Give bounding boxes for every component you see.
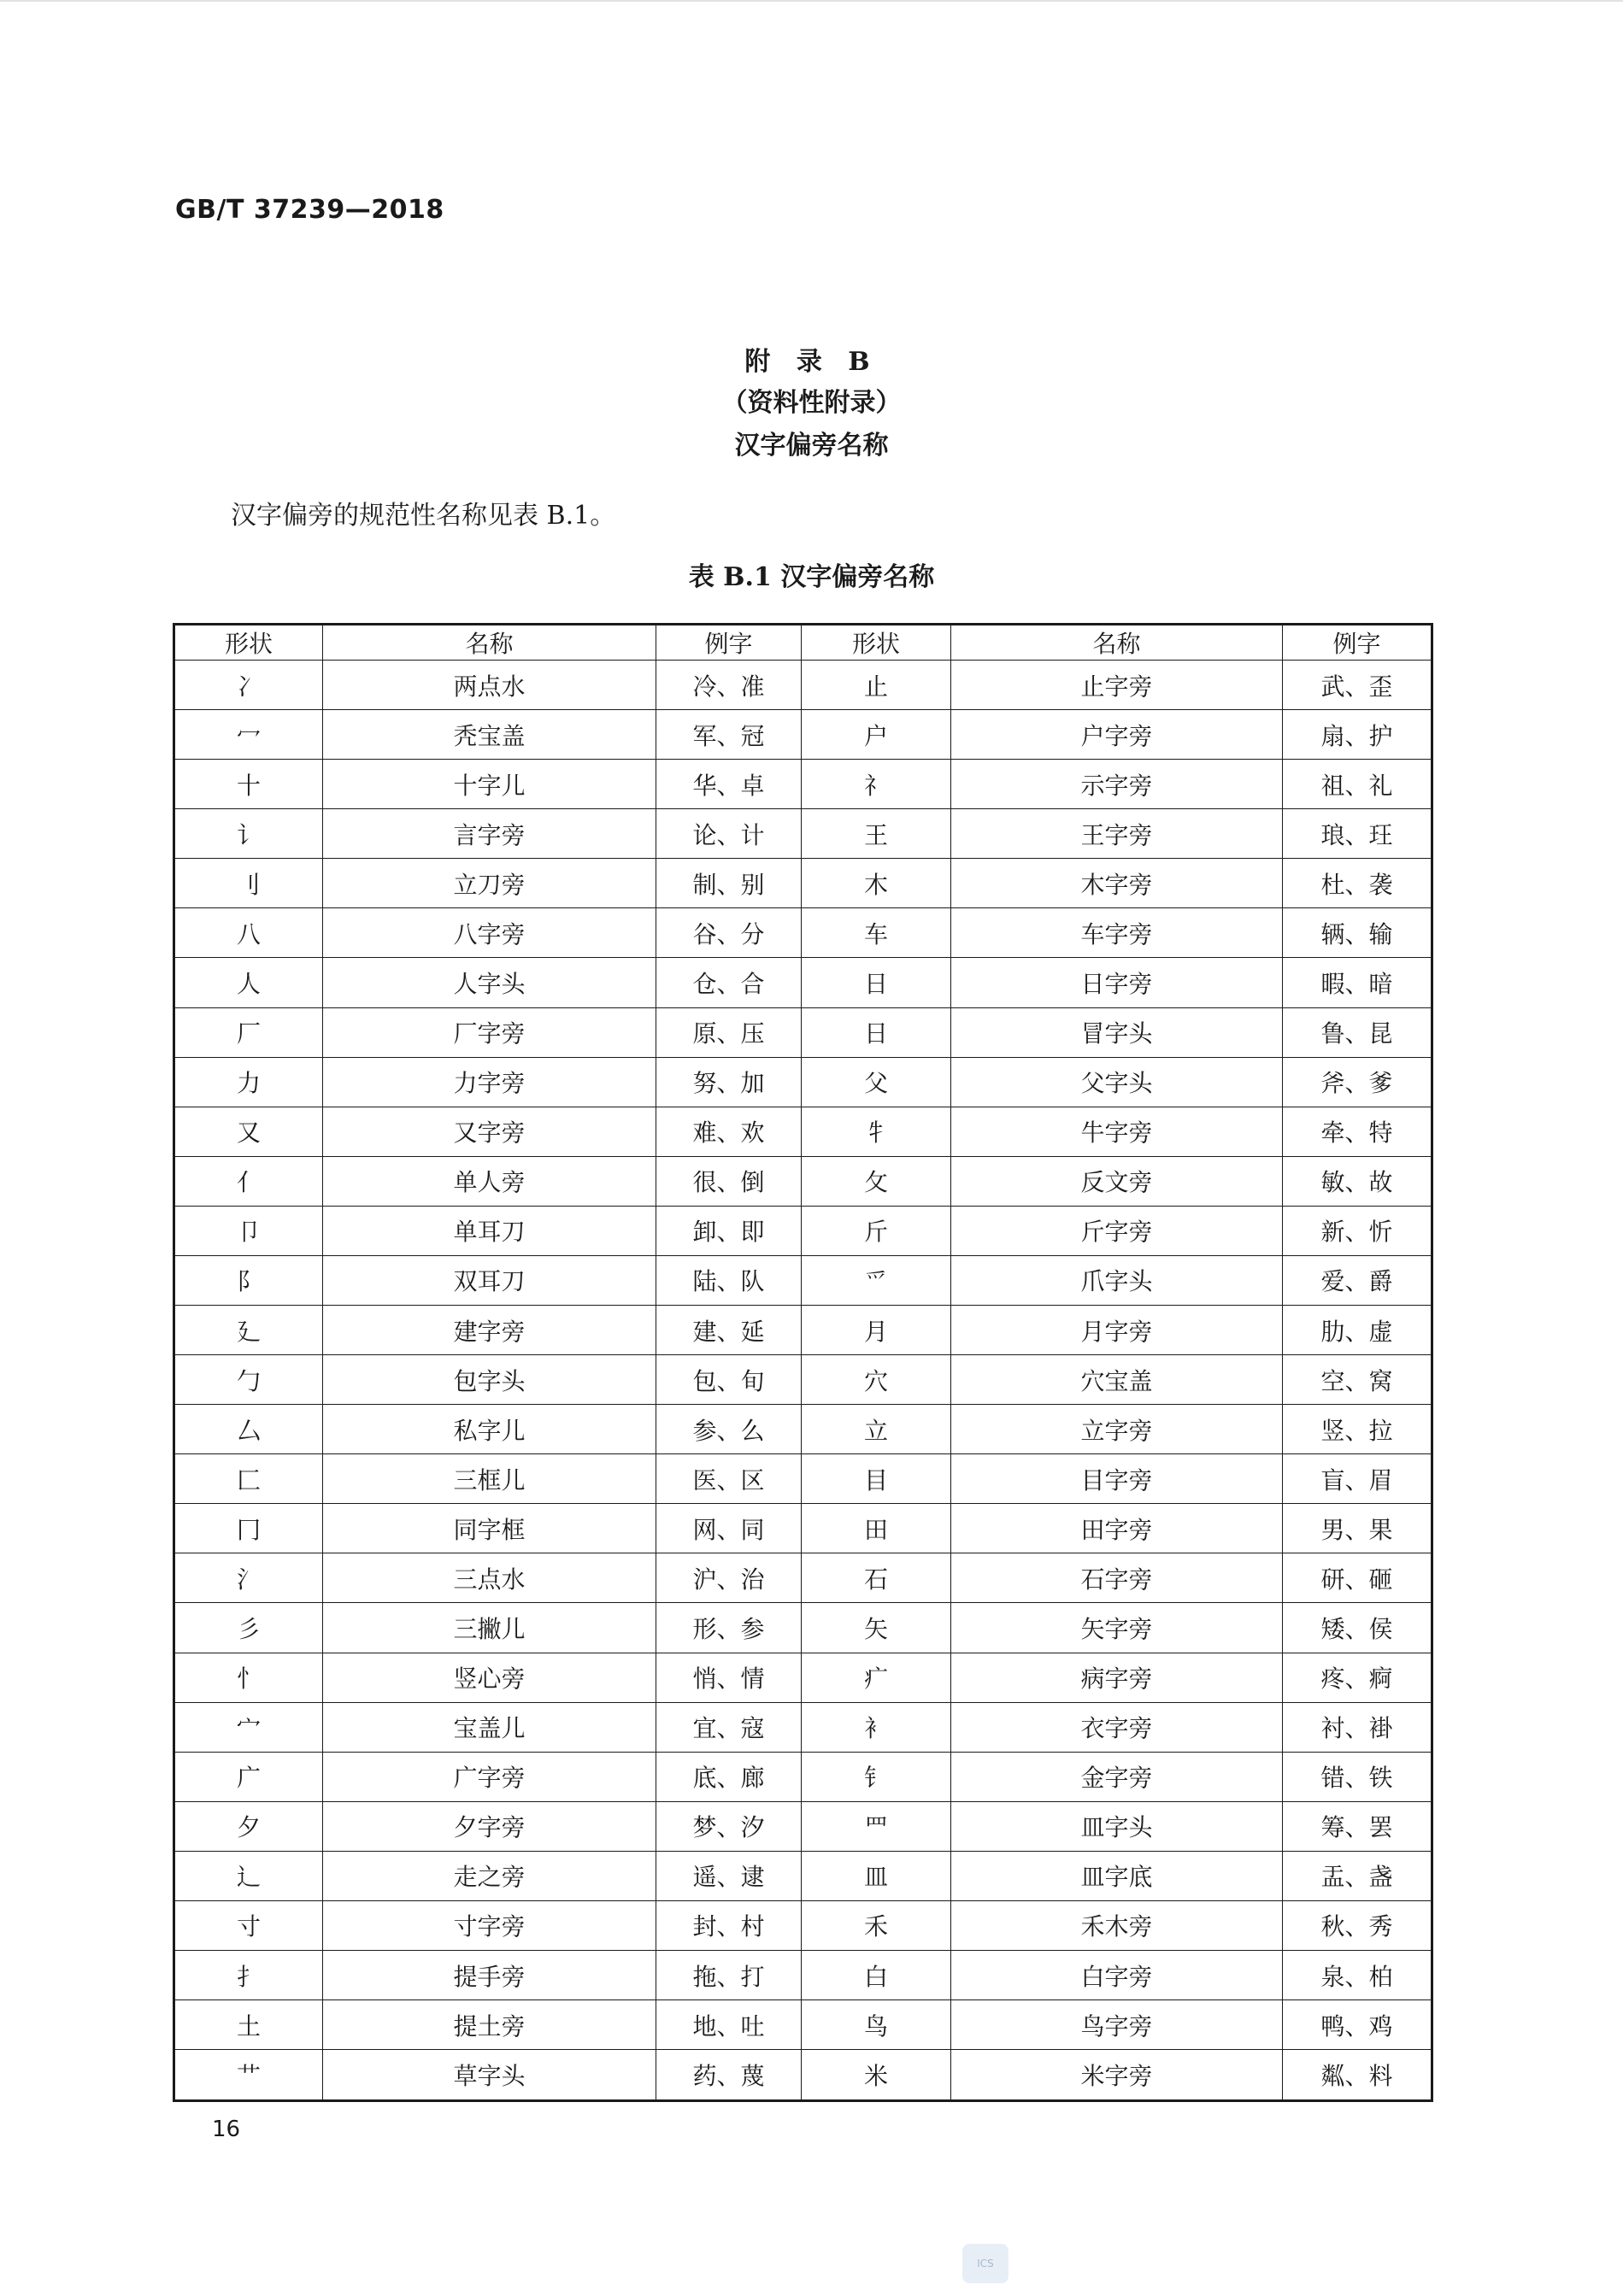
table-cell: 制、别 (656, 859, 802, 908)
table-cell: 鸭、鸡 (1283, 2000, 1432, 2050)
table-cell: 草字头 (323, 2050, 656, 2101)
table-row (174, 1900, 1432, 1950)
table-header-row (174, 625, 1432, 661)
table-cell: 彡 (174, 1603, 323, 1653)
table-cell: 牛字旁 (951, 1107, 1283, 1156)
table-row (174, 809, 1432, 859)
table-cell: 厶 (174, 1405, 323, 1454)
table-row (174, 1801, 1432, 1851)
table-cell: 武、歪 (1283, 661, 1432, 710)
table-cell: 衤 (802, 1702, 951, 1752)
appendix-type: （资料性附录） (721, 388, 902, 418)
table-body (174, 661, 1432, 2101)
table-cell: 空、窝 (1283, 1355, 1432, 1405)
table-row (174, 1603, 1432, 1653)
table-cell: 底、廊 (656, 1752, 802, 1801)
table-cell: 八 (174, 908, 323, 958)
table-cell: 竖心旁 (323, 1653, 656, 1702)
table-cell: 忄 (174, 1653, 323, 1702)
table-cell: 爱、爵 (1283, 1255, 1432, 1305)
table-cell: 父字头 (951, 1057, 1283, 1107)
appendix-name: 汉字偏旁名称 (734, 431, 889, 461)
table-cell: 冒字头 (951, 1007, 1283, 1057)
table-cell: 立 (802, 1405, 951, 1454)
table-cell: 立刀旁 (323, 859, 656, 908)
table-cell: 扌 (174, 1951, 323, 2000)
table-cell: 广字旁 (323, 1752, 656, 1801)
table-cell: 氵 (174, 1553, 323, 1603)
page-number: 16 (212, 2117, 241, 2142)
table-cell: 私字儿 (323, 1405, 656, 1454)
table-cell: 田字旁 (951, 1504, 1283, 1553)
table-cell: 错、铁 (1283, 1752, 1432, 1801)
table-cell: 斤 (802, 1206, 951, 1255)
table-cell: 建、延 (656, 1306, 802, 1355)
table-cell: 衬、褂 (1283, 1702, 1432, 1752)
table-cell: 盲、眉 (1283, 1454, 1432, 1504)
table-cell: 止 (802, 661, 951, 710)
table-row (174, 1702, 1432, 1752)
table-cell: 米字旁 (951, 2050, 1283, 2101)
table-row (174, 1355, 1432, 1405)
table-cell: 王字旁 (951, 809, 1283, 859)
table-cell: 沪、治 (656, 1553, 802, 1603)
table-cell: 拖、打 (656, 1951, 802, 2000)
table-cell: 冷、准 (656, 661, 802, 710)
table-cell: 陆、队 (656, 1255, 802, 1305)
table-cell: 鸟 (802, 2000, 951, 2050)
table-cell: 艹 (174, 2050, 323, 2101)
table-cell: 土 (174, 2000, 323, 2050)
table-cell: 日字旁 (951, 958, 1283, 1007)
table-cell: 石字旁 (951, 1553, 1283, 1603)
table-cell: 地、吐 (656, 2000, 802, 2050)
table-cell: 杜、袭 (1283, 859, 1432, 908)
table-cell: 止字旁 (951, 661, 1283, 710)
table-row (174, 1851, 1432, 1900)
table-cell: 田 (802, 1504, 951, 1553)
table-cell: 研、砸 (1283, 1553, 1432, 1603)
table-cell: 同字框 (323, 1504, 656, 1553)
table-cell: 皿字底 (951, 1851, 1283, 1900)
table-cell: 走之旁 (323, 1851, 656, 1900)
table-cell: 冂 (174, 1504, 323, 1553)
table-cell: 敏、故 (1283, 1156, 1432, 1206)
table-row (174, 661, 1432, 710)
table-cell: 宜、寇 (656, 1702, 802, 1752)
table-cell: 扇、护 (1283, 710, 1432, 760)
table-cell: 言字旁 (323, 809, 656, 859)
table-cell: 爪字头 (951, 1255, 1283, 1305)
table-cell: 宝盖儿 (323, 1702, 656, 1752)
table-cell: 夕 (174, 1801, 323, 1851)
table-cell: 又 (174, 1107, 323, 1156)
table-row (174, 710, 1432, 760)
radical-names-table (173, 623, 1433, 2102)
table-cell: 病字旁 (951, 1653, 1283, 1702)
table-cell: 努、加 (656, 1057, 802, 1107)
table-cell: 厂字旁 (323, 1007, 656, 1057)
table-cell: 匚 (174, 1454, 323, 1504)
standard-code: GB/T 37239—2018 (175, 195, 444, 225)
appendix-title: 附 录 B (744, 347, 879, 377)
table-cell: 难、欢 (656, 1107, 802, 1156)
table-cell: 矢 (802, 1603, 951, 1653)
table-cell: 提土旁 (323, 2000, 656, 2050)
table-row (174, 1405, 1432, 1454)
table-cell: 车字旁 (951, 908, 1283, 958)
table-cell: 皿字头 (951, 1801, 1283, 1851)
watermark-logo: ICS (962, 2244, 1008, 2283)
table-cell: 讠 (174, 809, 323, 859)
table-cell: 卸、即 (656, 1206, 802, 1255)
table-cell: 泉、柏 (1283, 1951, 1432, 2000)
table-cell: 白字旁 (951, 1951, 1283, 2000)
table-cell: 爫 (802, 1255, 951, 1305)
table-row (174, 2050, 1432, 2101)
table-cell: 廴 (174, 1306, 323, 1355)
table-cell: 矢字旁 (951, 1603, 1283, 1653)
table-cell: 勹 (174, 1355, 323, 1405)
table-caption: 表 B.1 汉字偏旁名称 (688, 562, 935, 592)
table-cell: 示字旁 (951, 760, 1283, 809)
table-cell: 疒 (802, 1653, 951, 1702)
column-header: 名称 (323, 625, 656, 661)
table-cell: 钅 (802, 1752, 951, 1801)
table-cell: 原、压 (656, 1007, 802, 1057)
table-cell: 谷、分 (656, 908, 802, 958)
table-cell: 攵 (802, 1156, 951, 1206)
table-row (174, 1206, 1432, 1255)
table-cell: 盂、盏 (1283, 1851, 1432, 1900)
table-cell: 军、冠 (656, 710, 802, 760)
table-cell: 衣字旁 (951, 1702, 1283, 1752)
table-cell: 两点水 (323, 661, 656, 710)
table-cell: 王 (802, 809, 951, 859)
table-cell: 网、同 (656, 1504, 802, 1553)
table-cell: 立字旁 (951, 1405, 1283, 1454)
table-cell: 广 (174, 1752, 323, 1801)
table-cell: 提手旁 (323, 1951, 656, 2000)
table-row (174, 1504, 1432, 1553)
table-cell: 肋、虚 (1283, 1306, 1432, 1355)
column-header: 例字 (656, 625, 802, 661)
column-header: 例字 (1283, 625, 1432, 661)
table-cell: 新、忻 (1283, 1206, 1432, 1255)
table-row (174, 760, 1432, 809)
table-cell: 力 (174, 1057, 323, 1107)
table-cell: 单人旁 (323, 1156, 656, 1206)
table-cell: 包字头 (323, 1355, 656, 1405)
table-row (174, 1156, 1432, 1206)
table-row (174, 1107, 1432, 1156)
table-cell: 木 (802, 859, 951, 908)
table-cell: 悄、情 (656, 1653, 802, 1702)
table-cell: 礻 (802, 760, 951, 809)
table-row (174, 1752, 1432, 1801)
table-cell: 竖、拉 (1283, 1405, 1432, 1454)
table-cell: 单耳刀 (323, 1206, 656, 1255)
table-row (174, 908, 1432, 958)
table-cell: 封、村 (656, 1900, 802, 1950)
table-cell: 穴宝盖 (951, 1355, 1283, 1405)
table-cell: 亻 (174, 1156, 323, 1206)
table-cell: 白 (802, 1951, 951, 2000)
table-cell: 人字头 (323, 958, 656, 1007)
table-cell: 穴 (802, 1355, 951, 1405)
table-cell: 牜 (802, 1107, 951, 1156)
table-row (174, 1951, 1432, 2000)
table-cell: 论、计 (656, 809, 802, 859)
table-cell: 禾 (802, 1900, 951, 1950)
table-cell: 秋、秀 (1283, 1900, 1432, 1950)
table-cell: 日 (802, 958, 951, 1007)
table-cell: 木字旁 (951, 859, 1283, 908)
table-cell: 参、么 (656, 1405, 802, 1454)
table-cell: 粼、料 (1283, 2050, 1432, 2101)
table-cell: 三点水 (323, 1553, 656, 1603)
table-cell: 鲁、昆 (1283, 1007, 1432, 1057)
table-cell: 遥、逮 (656, 1851, 802, 1900)
table-cell: 八字旁 (323, 908, 656, 958)
table-cell: 建字旁 (323, 1306, 656, 1355)
table-cell: 药、蔑 (656, 2050, 802, 2101)
table-cell: 户 (802, 710, 951, 760)
table-row (174, 859, 1432, 908)
table-cell: 筹、罢 (1283, 1801, 1432, 1851)
table-cell: 夕字旁 (323, 1801, 656, 1851)
table-cell: 阝 (174, 1255, 323, 1305)
table-cell: 目字旁 (951, 1454, 1283, 1504)
table-cell: 男、果 (1283, 1504, 1432, 1553)
table-cell: 双耳刀 (323, 1255, 656, 1305)
column-header: 形状 (802, 625, 951, 661)
table-cell: 冫 (174, 661, 323, 710)
table-cell: 三撇儿 (323, 1603, 656, 1653)
table-cell: 包、旬 (656, 1355, 802, 1405)
table-cell: 十字儿 (323, 760, 656, 809)
table-cell: 又字旁 (323, 1107, 656, 1156)
table-cell: 石 (802, 1553, 951, 1603)
table-cell: 斤字旁 (951, 1206, 1283, 1255)
table-cell: 矮、侯 (1283, 1603, 1432, 1653)
top-rule (0, 0, 1623, 2)
table-cell: 反文旁 (951, 1156, 1283, 1206)
table-cell: 辶 (174, 1851, 323, 1900)
table-row (174, 1255, 1432, 1305)
table-row (174, 958, 1432, 1007)
table-cell: 米 (802, 2050, 951, 2101)
table-cell: 形、参 (656, 1603, 802, 1653)
table-cell: 三框儿 (323, 1454, 656, 1504)
table-row (174, 1454, 1432, 1504)
table-cell: 十 (174, 760, 323, 809)
table-cell: 秃宝盖 (323, 710, 656, 760)
table-cell: 很、倒 (656, 1156, 802, 1206)
table-cell: 琅、玨 (1283, 809, 1432, 859)
table-cell: 户字旁 (951, 710, 1283, 760)
table-cell: 华、卓 (656, 760, 802, 809)
table-cell: 疼、痾 (1283, 1653, 1432, 1702)
table-cell: 日 (802, 1007, 951, 1057)
table-cell: 冖 (174, 710, 323, 760)
table-row (174, 1306, 1432, 1355)
table-cell: 禾木旁 (951, 1900, 1283, 1950)
table-cell: 金字旁 (951, 1752, 1283, 1801)
table-cell: 寸字旁 (323, 1900, 656, 1950)
table-row (174, 1057, 1432, 1107)
table-row (174, 1653, 1432, 1702)
table-cell: 寸 (174, 1900, 323, 1950)
table-row (174, 2000, 1432, 2050)
table-cell: 厂 (174, 1007, 323, 1057)
table-cell: 斧、爹 (1283, 1057, 1432, 1107)
table-row (174, 1007, 1432, 1057)
table-cell: 月字旁 (951, 1306, 1283, 1355)
table-cell: 皿 (802, 1851, 951, 1900)
table-cell: 宀 (174, 1702, 323, 1752)
table-cell: 力字旁 (323, 1057, 656, 1107)
table-cell: 罒 (802, 1801, 951, 1851)
column-header: 形状 (174, 625, 323, 661)
table-cell: 卩 (174, 1206, 323, 1255)
intro-paragraph: 汉字偏旁的规范性名称见表 B.1。 (231, 501, 616, 531)
table-row (174, 1553, 1432, 1603)
table-cell: 父 (802, 1057, 951, 1107)
table-cell: 仓、合 (656, 958, 802, 1007)
table-cell: 暇、暗 (1283, 958, 1432, 1007)
table-cell: 辆、输 (1283, 908, 1432, 958)
table-cell: 车 (802, 908, 951, 958)
table-cell: 医、区 (656, 1454, 802, 1504)
table-cell: 祖、礼 (1283, 760, 1432, 809)
table-cell: 梦、汐 (656, 1801, 802, 1851)
table-cell: 人 (174, 958, 323, 1007)
table-cell: 牵、特 (1283, 1107, 1432, 1156)
table-cell: 月 (802, 1306, 951, 1355)
table-cell: 目 (802, 1454, 951, 1504)
column-header: 名称 (951, 625, 1283, 661)
table-cell: 刂 (174, 859, 323, 908)
table-cell: 鸟字旁 (951, 2000, 1283, 2050)
